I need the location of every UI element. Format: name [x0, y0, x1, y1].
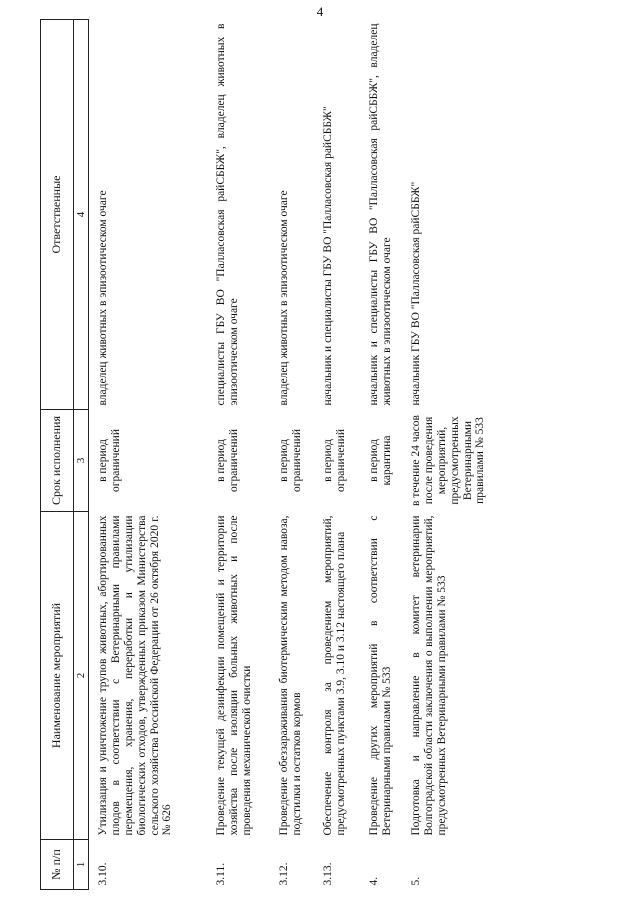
- measure-term: в период ограничений: [97, 429, 122, 492]
- col-index-1: 1: [74, 840, 89, 890]
- measure-responsible: начальник ГБУ ВО "Палласовская райСББЖ": [410, 181, 422, 406]
- measure-name: Проведение обеззараживания биотермическим методом навоза, подстилки и остатков кормов: [278, 515, 303, 836]
- table-row: [404, 20, 487, 890]
- measure-name: Проведение других мероприятий в соответствии с Ветеринарными правилами № 533: [368, 515, 393, 836]
- measure-name: Подготовка и направление в комитет ветеринарии Волгоградской области заключения о выполнении мероприятий, предусмотренных Ветеринарными правилами № 533: [410, 515, 448, 836]
- table-header-row: [41, 20, 74, 890]
- table-row: [270, 20, 314, 890]
- measure-responsible: специалисты ГБУ ВО "Палласовская райСББЖ", владелец животных в эпизоотическом очаге: [215, 23, 240, 406]
- measure-name: Обеспечение контроля за проведением мероприятий, предусмотренных пунктами 3.9, 3.10 и 3.12 настоящего плана: [322, 515, 347, 836]
- col-index-3: 3: [74, 410, 89, 512]
- measure-term: в период ограничений: [215, 429, 240, 492]
- measure-term: в период карантина: [368, 435, 393, 486]
- table-row: [360, 20, 404, 890]
- row-number: 3.13.: [322, 862, 334, 886]
- row-number: 4.: [368, 876, 380, 886]
- measure-responsible: владелец животных в эпизоотическом очаге: [97, 190, 109, 406]
- row-number: 3.11.: [215, 862, 227, 886]
- table-row: [207, 20, 270, 890]
- measures-table: [40, 19, 487, 890]
- rotated-table-page: [40, 20, 610, 890]
- col-index-2: 2: [74, 512, 89, 840]
- table-row: [89, 20, 208, 890]
- col-index-4: 4: [74, 20, 89, 410]
- row-number: 5.: [410, 876, 422, 886]
- measure-responsible: владелец животных в эпизоотическом очаге: [278, 190, 290, 406]
- measure-name: Утилизация и уничтожение трупов животных, абортированных плодов в соответствии с Ветеринарными правилами перемещения, хранения, переработки и утилизации биологических отходов, утвержденных приказом Министерства сельского хозяйства Российской Федерации от 26 октября 2020 г. № 626: [97, 515, 174, 836]
- header-resp: Ответственные: [41, 20, 74, 410]
- measure-term: в период ограничений: [278, 429, 303, 492]
- measure-name: Проведение текущей дезинфекции помещений и территории хозяйства после изоляции больных животных и после проведения механической очистки: [215, 515, 253, 836]
- page-number: 4: [316, 4, 324, 19]
- header-num: № п/п: [41, 840, 74, 890]
- column-index-row: [74, 20, 89, 890]
- row-number: 3.12.: [278, 862, 290, 886]
- row-number: 3.10.: [97, 862, 109, 886]
- table-row: [314, 20, 360, 890]
- measure-term: в течение 24 часов после проведения мероприятий, предусмотренных Ветеринарными правилами № 533: [410, 415, 487, 506]
- measure-term: в период ограничений: [322, 429, 347, 492]
- header-name: Наименование мероприятий: [41, 512, 74, 840]
- measure-responsible: начальник и специалисты ГБУ ВО "Палласовская райСББЖ", владелец животных в эпизоотическом очаге: [368, 23, 393, 406]
- header-term: Срок исполнения: [41, 410, 74, 512]
- measure-responsible: начальник и специалисты ГБУ ВО "Палласовская райСББЖ": [322, 106, 334, 406]
